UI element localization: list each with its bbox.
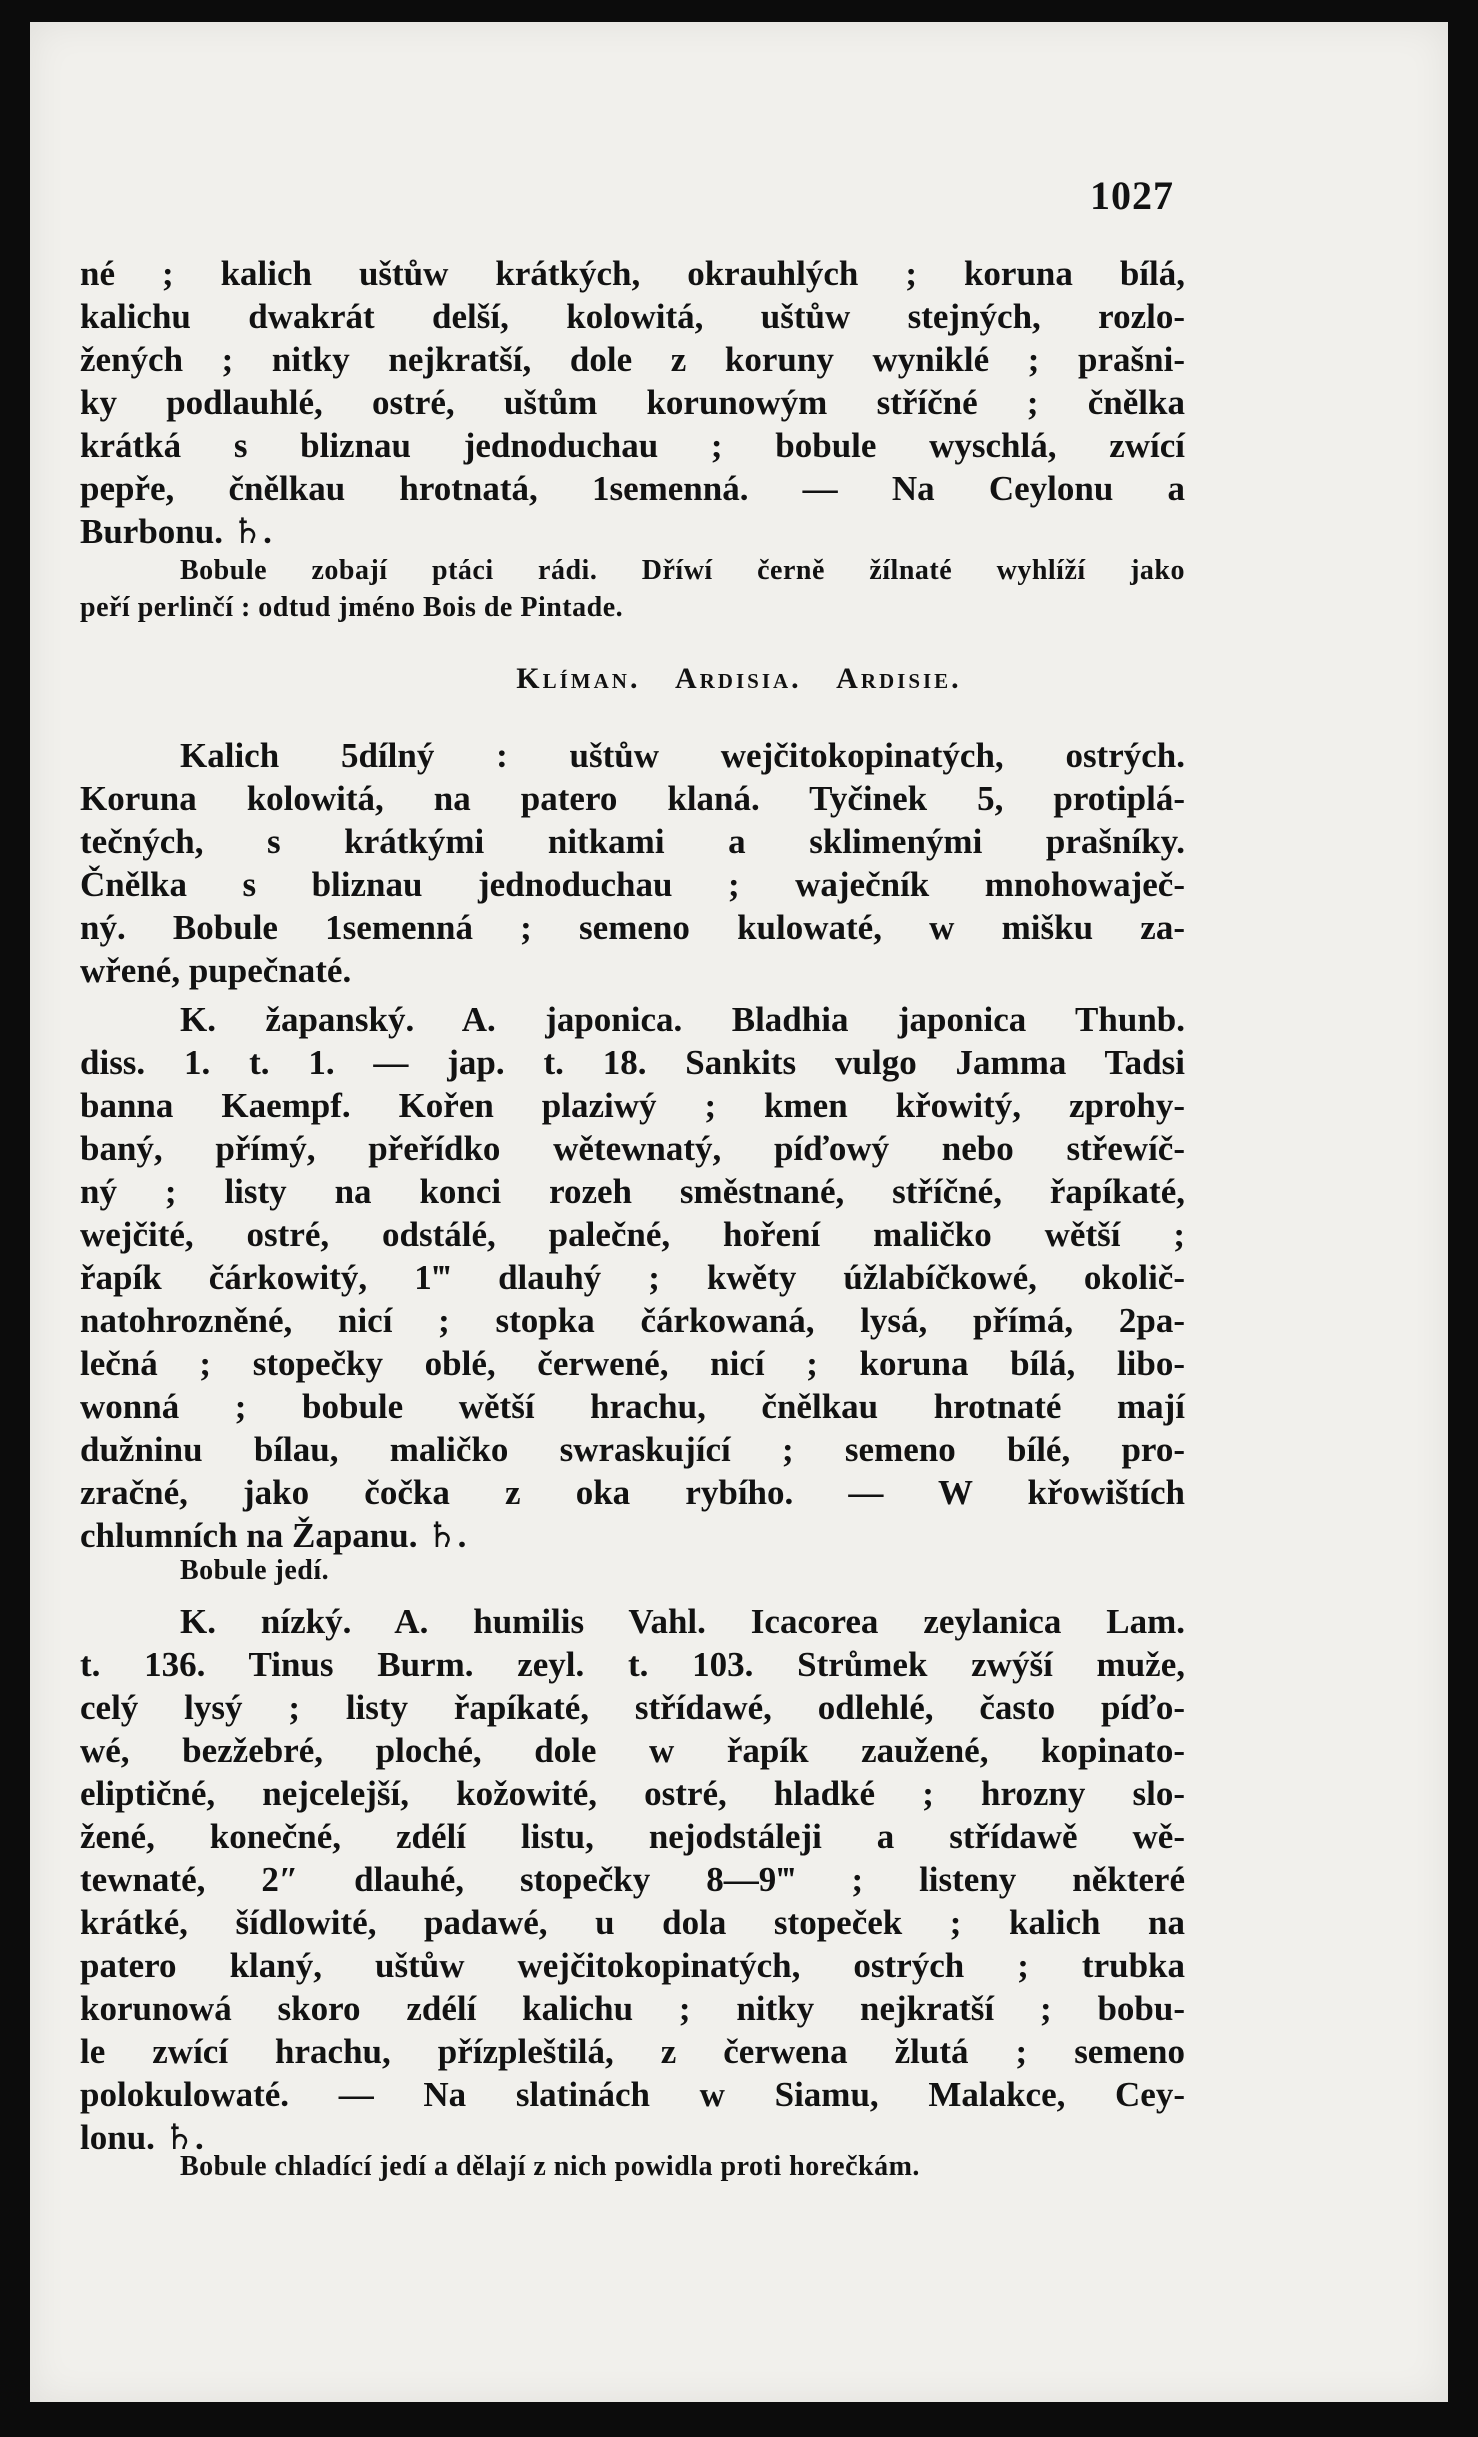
- text-line: banna Kaempf. Kořen plaziwý ; kmen křowitý, zprohy-: [80, 1086, 1185, 1125]
- genus-name-czech: Klíman.: [516, 662, 641, 695]
- text-line: polokulowaté. — Na slatinách w Siamu, Malakce, Cey-: [80, 2075, 1185, 2114]
- text-line: Burbonu. ♄.: [80, 512, 272, 551]
- text-line: ný ; listy na konci rozeh směstnané, stříčné, řapíkaté,: [80, 1172, 1185, 1211]
- intro-paragraph: [80, 252, 1185, 553]
- text-line: zračné, jako čočka z oka rybího. — W křowištích: [80, 1473, 1185, 1512]
- genus-description: [80, 734, 1185, 992]
- species-japonica-note: [80, 1552, 1185, 1589]
- intro-note: [80, 552, 1185, 626]
- text-line: řapík čárkowitý, 1‴ dlauhý ; kwěty úžlabíčkowé, okolič-: [80, 1258, 1185, 1297]
- genus-name-french: Ardisie.: [836, 662, 962, 695]
- text-line: wřené, pupečnaté.: [80, 951, 352, 990]
- text-line: pepře, čnělkau hrotnatá, 1semenná. — Na Ceylonu a: [80, 469, 1185, 508]
- species-humilis-note: [80, 2148, 1185, 2185]
- text-line: kalichu dwakrát delší, kolowitá, uštůw stejných, rozlo-: [80, 297, 1185, 336]
- text-line: lečná ; stopečky oblé, čerwené, nicí ; koruna bílá, libo-: [80, 1344, 1185, 1383]
- text-line: natohrozněné, nicí ; stopka čárkowaná, lysá, přímá, 2pa-: [80, 1301, 1185, 1340]
- text-line: krátké, šídlowité, padawé, u dola stopeček ; kalich na: [80, 1903, 1185, 1942]
- text-line: wé, bezžebré, ploché, dole w řapík zaužené, kopinato-: [80, 1731, 1185, 1770]
- text-line: Koruna kolowitá, na patero klaná. Tyčinek 5, protiplá-: [80, 779, 1185, 818]
- text-line: wonná ; bobule wětší hrachu, čnělkau hrotnaté mají: [80, 1387, 1185, 1426]
- note-line: Bobule zobají ptáci rádi. Dříwí černě žílnaté wyhlíží jako: [180, 555, 1185, 586]
- text-line: žených ; nitky nejkratší, dole z koruny wyniklé ; prašni-: [80, 340, 1185, 379]
- text-line: dužninu bílau, maličko swraskující ; semeno bílé, pro-: [80, 1430, 1185, 1469]
- page-number: 1027: [1090, 173, 1174, 218]
- text-line: eliptičné, nejcelejší, kožowité, ostré, hladké ; hrozny slo-: [80, 1774, 1185, 1813]
- text-line: celý lysý ; listy řapíkaté, střídawé, odlehlé, často píďo-: [80, 1688, 1185, 1727]
- text-line: K. žapanský. A. japonica. Bladhia japonica Thunb.: [180, 1000, 1185, 1039]
- text-line: krátká s bliznau jednoduchau ; bobule wyschlá, zwící: [80, 426, 1185, 465]
- text-line: korunowá skoro zdélí kalichu ; nitky nejkratší ; bobu-: [80, 1989, 1185, 2028]
- text-line: baný, přímý, přeřídko wětewnatý, píďowý nebo střewíč-: [80, 1129, 1185, 1168]
- text-line: Čnělka s bliznau jednoduchau ; waječník mnohowaječ-: [80, 865, 1185, 904]
- text-line: ný. Bobule 1semenná ; semeno kulowaté, w mišku za-: [80, 908, 1185, 947]
- text-line: lonu. ♄.: [80, 2118, 204, 2157]
- genus-name-latin: Ardisia.: [674, 662, 802, 695]
- text-line: diss. 1. t. 1. — jap. t. 18. Sankits vulgo Jamma Tadsi: [80, 1043, 1185, 1082]
- note-line: Bobule jedí.: [180, 1555, 330, 1586]
- species-japonica-entry: [80, 998, 1185, 1557]
- text-line: patero klaný, uštůw wejčitokopinatých, ostrých ; trubka: [80, 1946, 1185, 1985]
- text-line: Kalich 5dílný : uštůw wejčitokopinatých, ostrých.: [180, 736, 1185, 775]
- genus-heading: [30, 662, 1448, 696]
- text-line: t. 136. Tinus Burm. zeyl. t. 103. Strůmek zwýší muže,: [80, 1645, 1185, 1684]
- book-page: [30, 22, 1448, 2402]
- text-line: le zwící hrachu, přízpleštilá, z čerwena žlutá ; semeno: [80, 2032, 1185, 2071]
- text-line: ky podlauhlé, ostré, uštům korunowým stříčné ; čnělka: [80, 383, 1185, 422]
- note-line: Bobule chladící jedí a dělají z nich powidla proti horečkám.: [180, 2151, 920, 2182]
- text-line: wejčité, ostré, odstálé, palečné, hoření maličko wětší ;: [80, 1215, 1185, 1254]
- text-line: K. nízký. A. humilis Vahl. Icacorea zeylanica Lam.: [180, 1602, 1185, 1641]
- species-humilis-entry: [80, 1600, 1185, 2159]
- text-line: chlumních na Žapanu. ♄.: [80, 1516, 467, 1555]
- text-line: tečných, s krátkými nitkami a sklimenými prašníky.: [80, 822, 1185, 861]
- text-line: né ; kalich uštůw krátkých, okrauhlých ; koruna bílá,: [80, 254, 1185, 293]
- note-line: peří perlinčí : odtud jméno Bois de Pintade.: [80, 592, 624, 623]
- text-line: tewnaté, 2″ dlauhé, stopečky 8—9‴ ; listeny některé: [80, 1860, 1185, 1899]
- text-line: žené, konečné, zdélí listu, nejodstáleji a střídawě wě-: [80, 1817, 1185, 1856]
